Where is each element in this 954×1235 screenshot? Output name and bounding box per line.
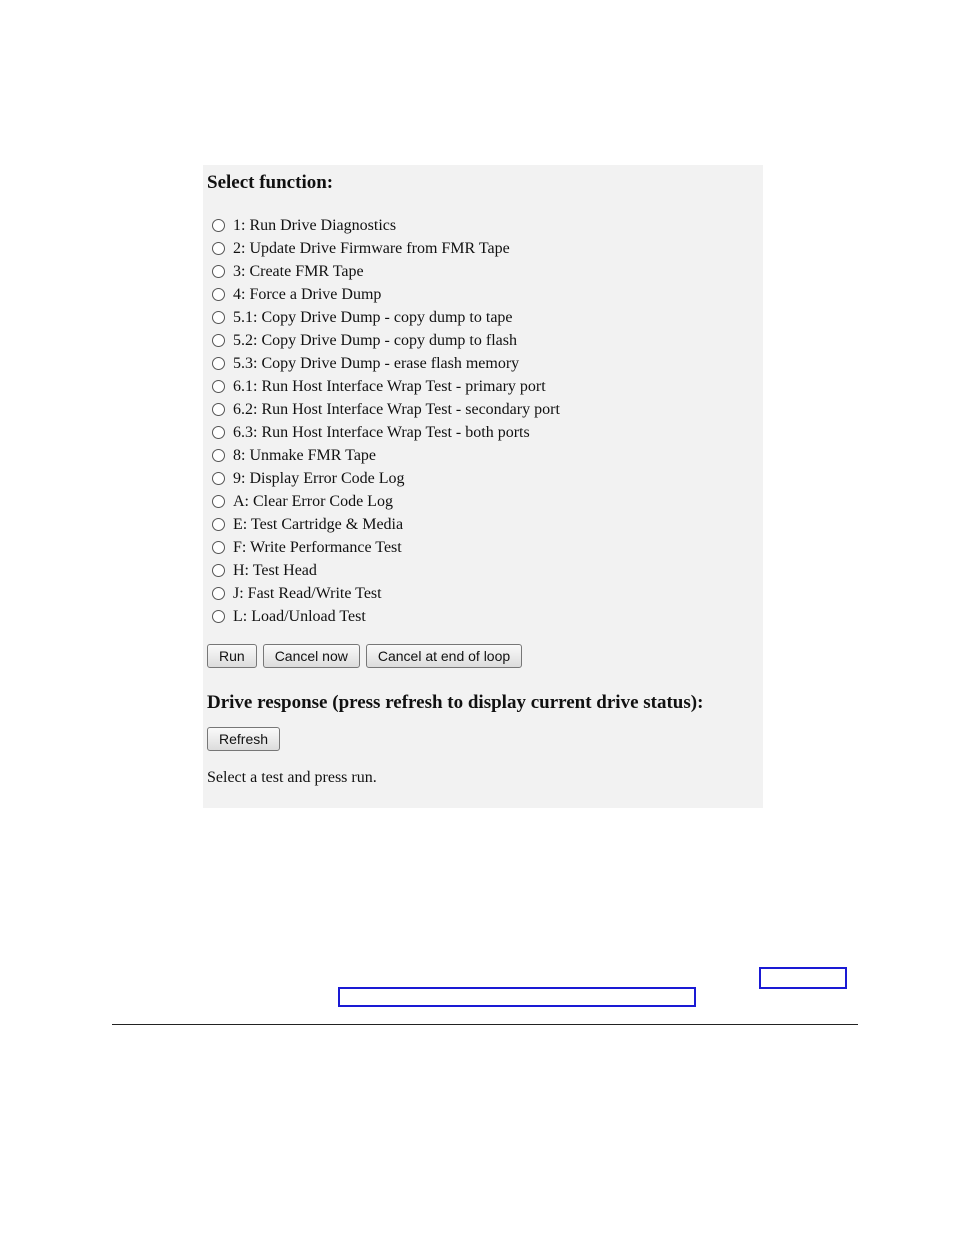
radio-button[interactable]: [212, 541, 225, 554]
radio-button[interactable]: [212, 564, 225, 577]
hyperlink-box[interactable]: [338, 987, 696, 1007]
radio-button[interactable]: [212, 334, 225, 347]
function-option[interactable]: [207, 237, 763, 260]
function-option[interactable]: [207, 283, 763, 306]
drive-status-text: Select a test and press run.: [207, 769, 377, 786]
function-option-label: L: Load/Unload Test: [233, 607, 366, 625]
function-option-label: J: Fast Read/Write Test: [233, 584, 382, 602]
diagnostics-panel: [203, 165, 763, 808]
radio-button[interactable]: [212, 288, 225, 301]
function-option-label: 1: Run Drive Diagnostics: [233, 216, 397, 234]
function-option[interactable]: [207, 536, 763, 559]
hyperlink-box[interactable]: [759, 967, 847, 989]
function-option-label: A: Clear Error Code Log: [233, 492, 393, 510]
function-option[interactable]: [207, 329, 763, 352]
refresh-button[interactable]: Refresh: [207, 727, 280, 751]
footer-divider: [112, 1024, 858, 1025]
function-option[interactable]: [207, 467, 763, 490]
radio-button[interactable]: [212, 587, 225, 600]
function-option-label: 3: Create FMR Tape: [233, 262, 364, 280]
function-option[interactable]: [207, 559, 763, 582]
cancel-now-button[interactable]: Cancel now: [263, 644, 360, 668]
function-option[interactable]: [207, 513, 763, 536]
function-option[interactable]: [207, 605, 763, 628]
radio-button[interactable]: [212, 518, 225, 531]
function-option-label: 8: Unmake FMR Tape: [233, 446, 377, 464]
function-option[interactable]: [207, 582, 763, 605]
radio-button[interactable]: [212, 357, 225, 370]
cancel-at-end-of-loop-button[interactable]: Cancel at end of loop: [366, 644, 522, 668]
function-option-label: 5.3: Copy Drive Dump - erase flash memory: [233, 354, 520, 372]
function-option[interactable]: [207, 398, 763, 421]
function-option[interactable]: [207, 214, 763, 237]
function-option[interactable]: [207, 421, 763, 444]
radio-button[interactable]: [212, 265, 225, 278]
function-option-label: 6.1: Run Host Interface Wrap Test - primary port: [233, 377, 546, 395]
function-option[interactable]: [207, 260, 763, 283]
function-option-label: 4: Force a Drive Dump: [233, 285, 382, 303]
radio-button[interactable]: [212, 242, 225, 255]
function-option-label: F: Write Performance Test: [233, 538, 402, 556]
function-option[interactable]: [207, 375, 763, 398]
function-option[interactable]: [207, 306, 763, 329]
run-button[interactable]: Run: [207, 644, 257, 668]
radio-button[interactable]: [212, 495, 225, 508]
function-option[interactable]: [207, 490, 763, 513]
function-option-label: 5.1: Copy Drive Dump - copy dump to tape: [233, 308, 513, 326]
action-button-row: [207, 644, 763, 668]
function-option-label: 9: Display Error Code Log: [233, 469, 405, 487]
radio-button[interactable]: [212, 219, 225, 232]
function-option-label: 2: Update Drive Firmware from FMR Tape: [233, 239, 510, 257]
radio-button[interactable]: [212, 403, 225, 416]
radio-button[interactable]: [212, 449, 225, 462]
function-option[interactable]: [207, 352, 763, 375]
function-option-list: [207, 214, 763, 628]
function-option-label: E: Test Cartridge & Media: [233, 515, 404, 533]
radio-button[interactable]: [212, 311, 225, 324]
function-option[interactable]: [207, 444, 763, 467]
function-option-label: 6.3: Run Host Interface Wrap Test - both ports: [233, 423, 530, 441]
radio-button[interactable]: [212, 610, 225, 623]
radio-button[interactable]: [212, 426, 225, 439]
drive-response-heading: Drive response (press refresh to display current drive status):: [207, 692, 704, 713]
radio-button[interactable]: [212, 380, 225, 393]
function-option-label: 5.2: Copy Drive Dump - copy dump to flash: [233, 331, 517, 349]
function-option-label: 6.2: Run Host Interface Wrap Test - secondary port: [233, 400, 560, 418]
function-option-label: H: Test Head: [233, 561, 317, 579]
select-function-heading: Select function:: [207, 172, 334, 193]
radio-button[interactable]: [212, 472, 225, 485]
